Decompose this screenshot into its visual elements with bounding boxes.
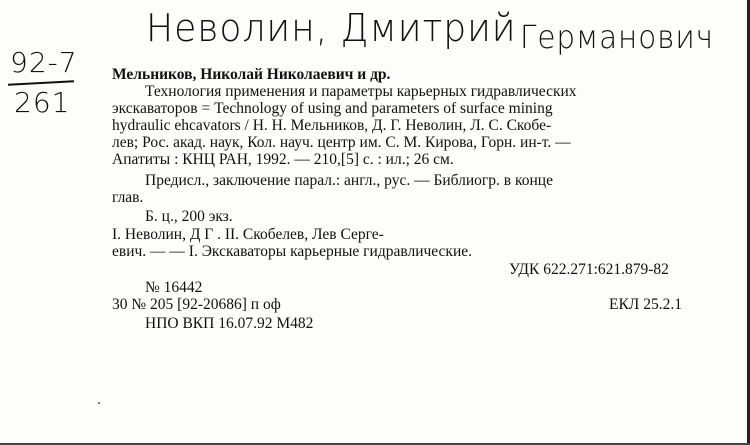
card-line-organization: лев; Рос. акад. наук, Кол. науч. центр им. С. М. Кирова, Горн. ин-т. — xyxy=(112,134,571,151)
ekl-code: ЕКЛ 25.2.1 xyxy=(609,296,682,313)
handwritten-author: Неволин, Дмитрий xyxy=(146,6,517,50)
card-line-notes-2: глав. xyxy=(112,189,144,206)
udk-code: УДК 622.271:621.879-82 xyxy=(509,261,669,278)
order-line: 30 № 205 [92-20686] п оф xyxy=(112,296,281,313)
record-number: № 16442 xyxy=(145,279,203,296)
card-line-imprint: Апатиты : КНЦ РАН, 1992. — 210,[5] с. : ил.; 26 см. xyxy=(112,151,454,168)
handwritten-class-number: 92-7 xyxy=(10,46,78,79)
handwritten-divider-line xyxy=(8,80,74,85)
card-line-tracings-2: евич. — — I. Экскаваторы карьерные гидравлические. xyxy=(112,243,473,260)
handwritten-patronymic: Германович xyxy=(520,18,714,56)
card-line-notes: Предисл., заключение парал.: англ., рус. — Библиогр. в конце xyxy=(145,172,553,189)
card-line-tracings: I. Неволин, Д Г . II. Скобелев, Лев Серге- xyxy=(112,226,384,243)
card-line-title: Технология применения и параметры карьерных гидравлических xyxy=(145,83,577,100)
handwritten-cutter-number: 261 xyxy=(14,86,71,119)
card-line-price: Б. ц., 200 экз. xyxy=(145,208,233,225)
card-line-title-2: экскаваторов = Technology of using and parameters of surface mining xyxy=(112,100,553,117)
speck xyxy=(98,402,100,404)
npo-line: НПО ВКП 16.07.92 М482 xyxy=(145,315,314,332)
heading-author: Мельников, Николай Николаевич и др. xyxy=(112,66,391,83)
card-line-responsibility: hydraulic ehcavators / Н. Н. Мельников, Д. Г. Неволин, Л. С. Скобе- xyxy=(112,117,552,134)
